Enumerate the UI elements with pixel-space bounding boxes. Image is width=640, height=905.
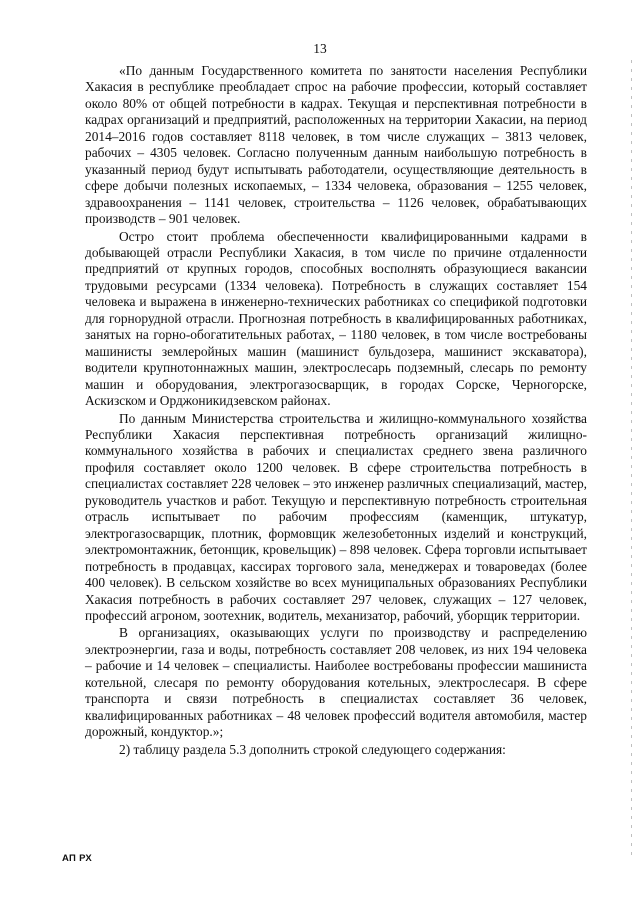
- paragraph-table-amendment: 2) таблицу раздела 5.3 дополнить строкой следующего содержания:: [119, 741, 506, 757]
- page-number: 13: [313, 41, 327, 56]
- footer-stamp: АП РХ: [62, 853, 93, 864]
- paragraph-employment-committee: «По данным Государственного комитета по занятости населения Республики Хакасия в республике преобладает спрос на рабочие профессии, который составляет около 80% от общей потребности в кадрах. Текущая и перспективная потребности в кадрах организаций и предприятий, расположенных на территории Хакасии, на период 2014–2016 годов составляет 8118 человек, в том числе служащих – 3813 человек, рабочих – 4305 человек. Согласно полученным данным наибольшую потребность в указанный период будут испытывать работодатели, осуществляющие деятельность в сфере добычи полезных ископаемых, – 1334 человека, образования – 1255 человек, здравоохранения – 1141 человек, строительства – 1126 человек, обрабатывающих производств – 901 человек.: [85, 63, 587, 227]
- paragraph-mining-industry: Остро стоит проблема обеспеченности квалифицированными кадрами в добывающей отрасли Республики Хакасия, в том числе по причине отдаленности предприятий от крупных городов, способных восполнять образующиеся вакансии трудовыми ресурсами (1334 человека). Потребность в служащих составляет 154 человека и выражена в инженерно-технических работниках со спецификой подготовки для горнорудной отрасли. Прогнозная потребность в квалифицированных работниках, занятых на горно-обогатительных работах, – 1180 человек, в том числе востребованы машинисты землеройных машин (машинист бульдозера, машинист экскаватора), водители крупнотоннажных машин, электрослесарь подземный, слесарь по ремонту машин и оборудования, электрогазосварщик, в городах Сорске, Черногорске, Аскизском и Орджоникидзевском районах.: [85, 228, 587, 409]
- scan-edge-artifact: [631, 60, 632, 860]
- paragraph-construction-ministry: По данным Министерства строительства и жилищно-коммунального хозяйства Республики Хакасия перспективная потребность организаций жилищно-коммунального хозяйства в рабочих и специалистах среднего звена различного профиля составляет около 1200 человек. В сфере строительства потребность в специалистах составляет 228 человек – это инженер различных специализаций, мастер, руководитель участков и работ. Текущую и перспективную потребность строительная отрасль испытывает по рабочим профессиям (каменщик, штукатур, электрогазосварщик, плотник, формовщик железобетонных изделий и конструкций, электромонтажник, бетонщик, кровельщик) – 898 человек. Сфера торговли испытывает потребность в продавцах, кассирах торгового зала, менеджерах и товароведах (более 400 человек). В сельском хозяйстве во всех муниципальных образованиях Республики Хакасия потребность в рабочих составляет 297 человек, служащих – 127 человек, профессий агроном, зоотехник, водитель, механизатор, рабочий, уборщик территории.: [85, 410, 587, 623]
- paragraph-utilities: В организациях, оказывающих услуги по производству и распределению электроэнергии, газа и воды, потребность составляет 208 человек, из них 194 человека – рабочие и 14 человек – специалисты. Наиболее востребованы профессии машиниста котельной, слесаря по ремонту оборудования котельных, электрослесаря. В сфере транспорта и связи потребность в специалистах составляет 36 человек, квалифицированных работниках – 48 человек профессий водителя автомобиля, мастер дорожный, кондуктор.»;: [85, 625, 587, 740]
- document-body: [85, 63, 587, 758]
